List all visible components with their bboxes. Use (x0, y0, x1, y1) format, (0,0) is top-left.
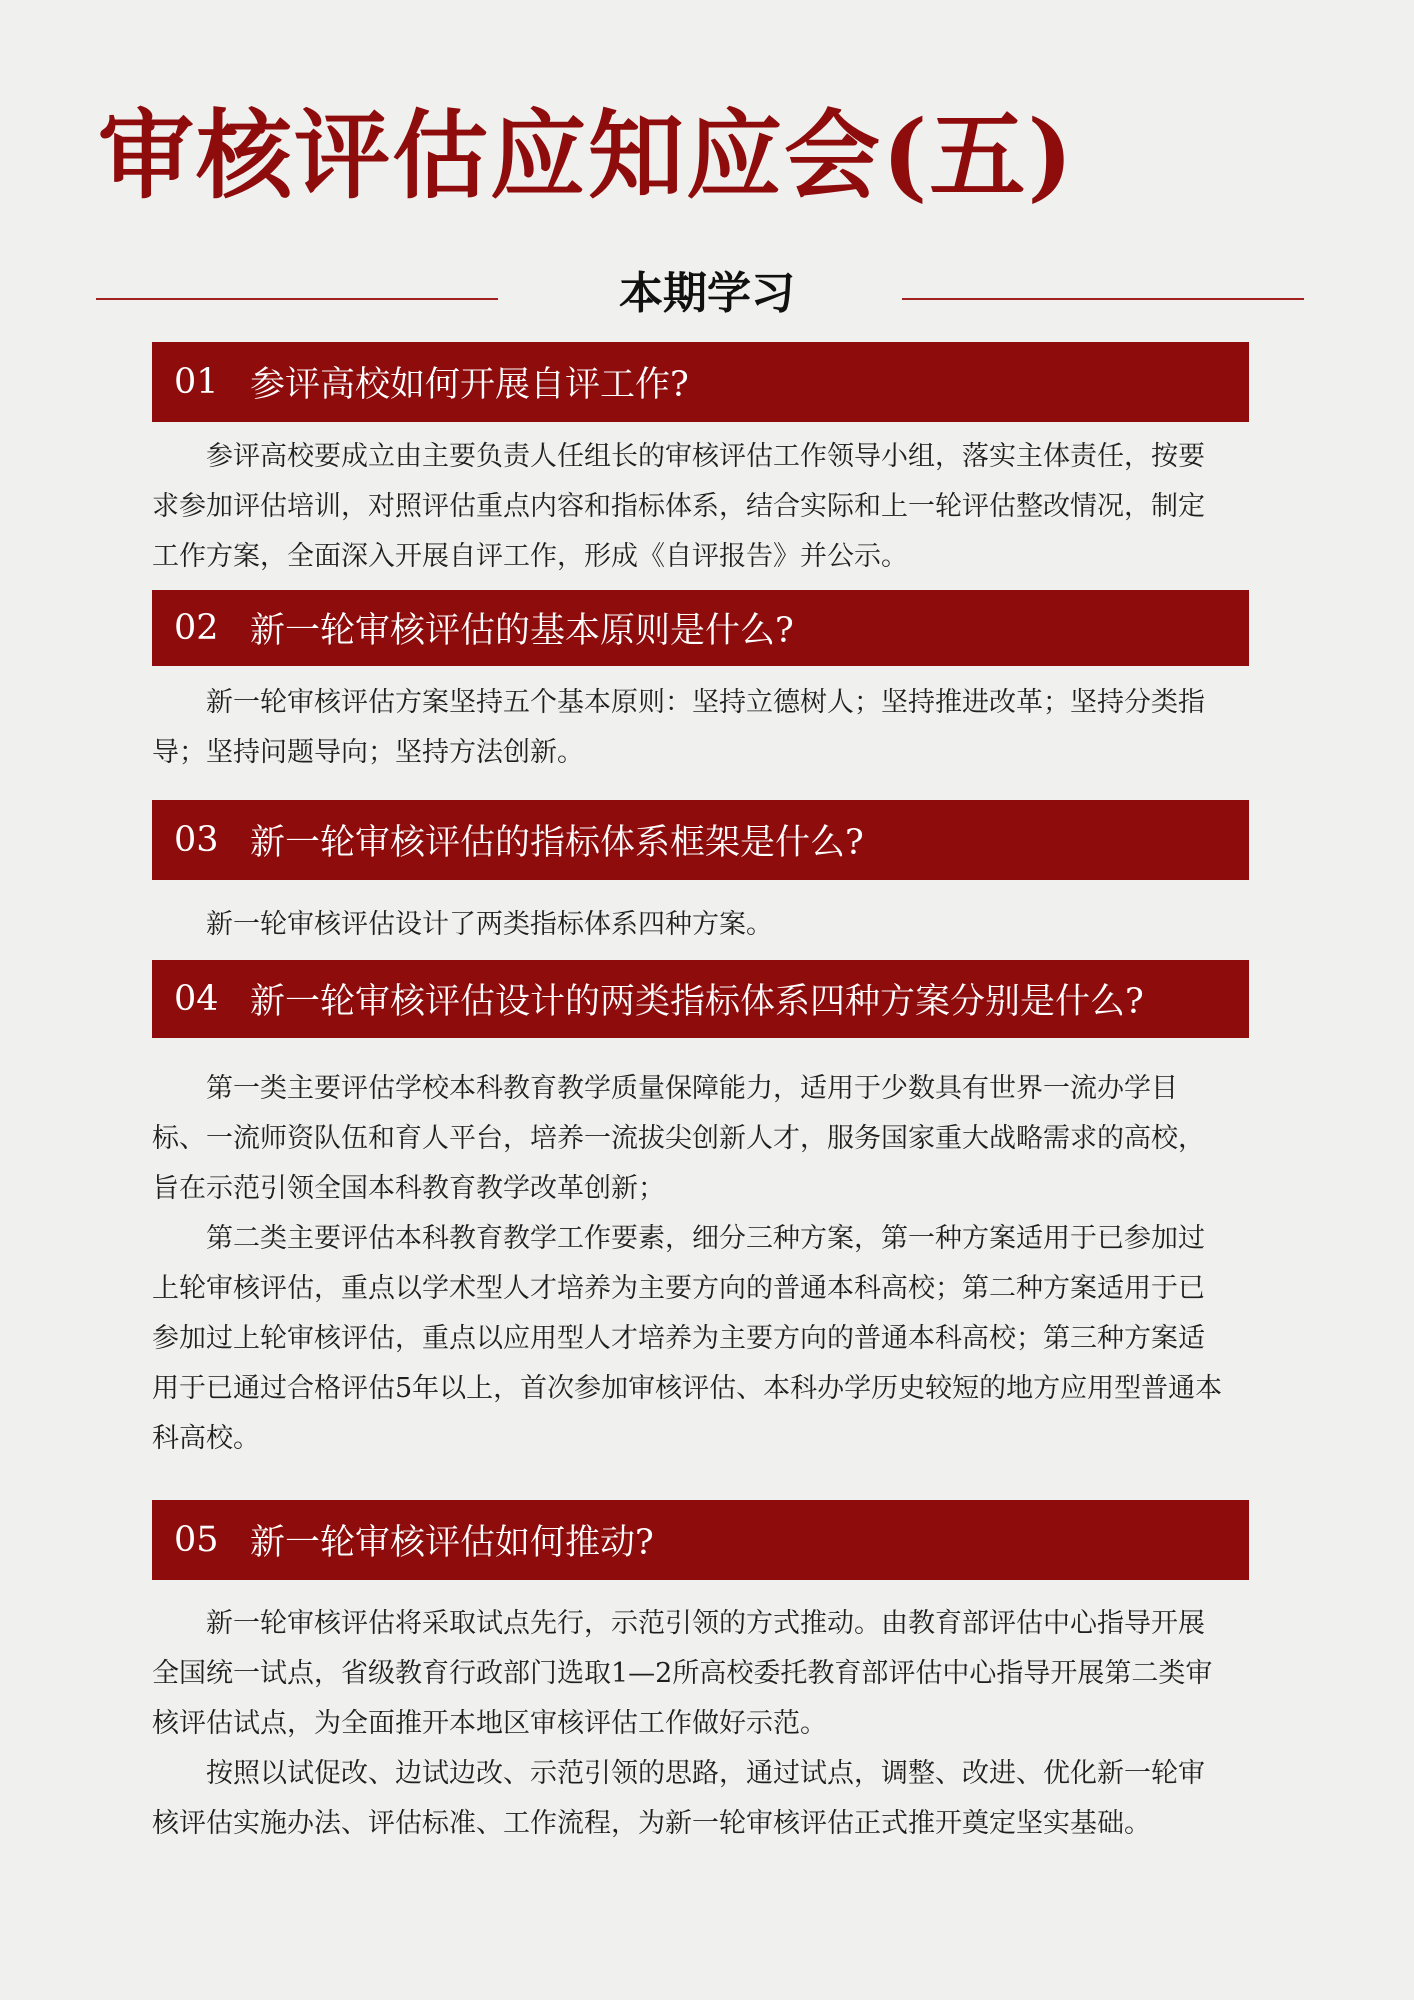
question-bar-05 (152, 1500, 1249, 1580)
answer-02 (152, 678, 1228, 778)
answer-05 (152, 1599, 1228, 1849)
answer-paragraph: 按照以试促改、边试边改、示范引领的思路，通过试点，调整、改进、优化新一轮审核评估实施办法、评估标准、工作流程，为新一轮审核评估正式推开奠定坚实基础。 (152, 1758, 1205, 1839)
question-text: 新一轮审核评估的指标体系框架是什么? (250, 823, 864, 863)
divider-right (902, 298, 1304, 300)
answer-paragraph: 参评高校要成立由主要负责人任组长的审核评估工作领导小组，落实主体责任，按要求参加评估培训，对照评估重点内容和指标体系，结合实际和上一轮评估整改情况，制定工作方案，全面深入开展自评工作，形成《自评报告》并公示。 (152, 441, 1205, 572)
answer-paragraph: 新一轮审核评估方案坚持五个基本原则：坚持立德树人；坚持推进改革；坚持分类指导；坚持问题导向；坚持方法创新。 (152, 687, 1205, 768)
question-bar-03 (152, 800, 1249, 880)
answer-01 (152, 432, 1228, 582)
question-bar-01 (152, 342, 1249, 422)
question-number: 01 (174, 362, 219, 402)
question-bar-04 (152, 960, 1249, 1038)
question-bar-02 (152, 590, 1249, 666)
question-text: 新一轮审核评估的基本原则是什么? (250, 611, 794, 651)
question-text: 参评高校如何开展自评工作? (250, 365, 689, 405)
question-number: 05 (174, 1520, 219, 1560)
answer-paragraph: 第二类主要评估本科教育教学工作要素，细分三种方案，第一种方案适用于已参加过上轮审核评估，重点以学术型人才培养为主要方向的普通本科高校；第二种方案适用于已参加过上轮审核评估，重点以应用型人才培养为主要方向的普通本科高校；第三种方案适用于已通过合格评估5年以上，首次参加审核评估、本科办学历史较短的地方应用型普通本科高校。 (152, 1223, 1223, 1454)
question-text: 新一轮审核评估设计的两类指标体系四种方案分别是什么? (250, 982, 1144, 1022)
question-text: 新一轮审核评估如何推动? (250, 1523, 654, 1563)
answer-paragraph: 新一轮审核评估设计了两类指标体系四种方案。 (206, 909, 773, 940)
answer-paragraph: 新一轮审核评估将采取试点先行，示范引领的方式推动。由教育部评估中心指导开展全国统一试点，省级教育行政部门选取1—2所高校委托教育部评估中心指导开展第二类审核评估试点，为全面推开本地区审核评估工作做好示范。 (152, 1608, 1213, 1739)
divider-left (96, 298, 498, 300)
question-number: 02 (174, 608, 219, 648)
answer-04 (152, 1064, 1228, 1464)
question-number: 04 (174, 979, 219, 1019)
page-title: 审核评估应知应会(五) (98, 99, 1075, 212)
answer-paragraph: 第一类主要评估学校本科教育教学质量保障能力，适用于少数具有世界一流办学目标、一流师资队伍和育人平台，培养一流拔尖创新人才，服务国家重大战略需求的高校，旨在示范引领全国本科教育教学改革创新； (152, 1073, 1205, 1204)
answer-03 (152, 900, 1228, 950)
question-number: 03 (174, 820, 219, 860)
section-heading: 本期学习 (619, 268, 795, 319)
